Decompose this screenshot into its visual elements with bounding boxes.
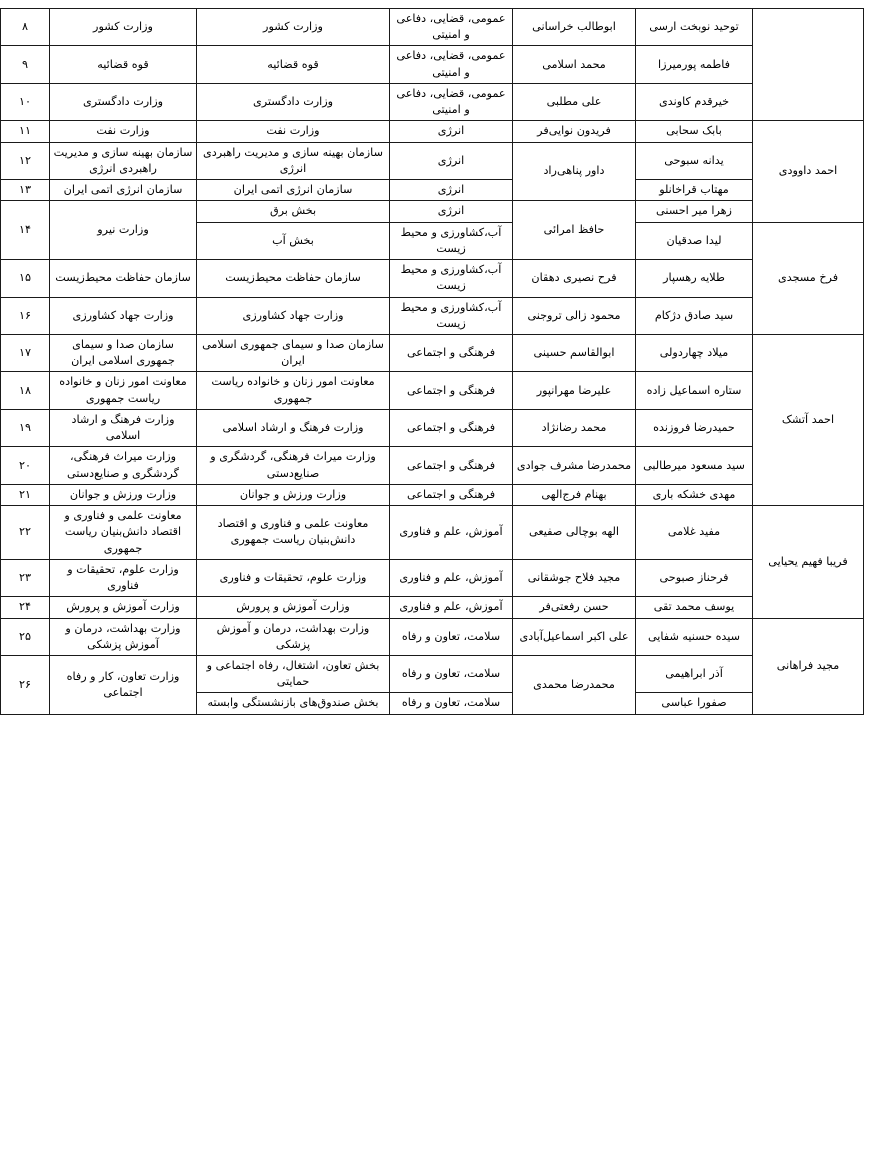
cell-organization: معاونت علمی و فناوری و اقتصاد دانش‌بنیان ریاست جمهوری xyxy=(50,506,197,560)
cell-number: ۱۸ xyxy=(1,372,50,409)
cell-representative: محمدرضا محمدی xyxy=(513,655,636,714)
cell-representative: علی اکبر اسماعیل‌آبادی xyxy=(513,618,636,655)
cell-assistant: زهرا میر احسنی xyxy=(636,201,753,222)
cell-subunit: بخش صندوق‌های بازنشستگی وابسته xyxy=(197,693,390,714)
cell-field: انرژی xyxy=(390,121,513,142)
cell-assistant: صفورا عباسی xyxy=(636,693,753,714)
table-row xyxy=(1,372,864,409)
cell-organization: سازمان انرژی اتمی ایران xyxy=(50,180,197,201)
table-row xyxy=(1,447,864,484)
cell-number: ۱۰ xyxy=(1,83,50,120)
cell-organization: وزارت فرهنگ و ارشاد اسلامی xyxy=(50,409,197,446)
cell-representative: مجید فلاح جوشقانی xyxy=(513,559,636,596)
cell-subunit: وزارت جهاد کشاورزی xyxy=(197,297,390,334)
table-row xyxy=(1,121,864,142)
cell-subunit: بخش آب xyxy=(197,222,390,259)
cell-field: آموزش، علم و فناوری xyxy=(390,597,513,618)
cell-assistant: فرحناز صبوحی xyxy=(636,559,753,596)
cell-organization: وزارت تعاون، کار و رفاه اجتماعی xyxy=(50,655,197,714)
table-row xyxy=(1,260,864,297)
cell-group: احمد داوودی xyxy=(753,121,864,222)
cell-number: ۱۶ xyxy=(1,297,50,334)
cell-subunit: وزارت میراث فرهنگی، گردشگری و صنایع‌دستی xyxy=(197,447,390,484)
cell-assistant: بابک سحابی xyxy=(636,121,753,142)
cell-subunit: قوه قضائیه xyxy=(197,46,390,83)
cell-representative: حسن رفعتی‌فر xyxy=(513,597,636,618)
table-row xyxy=(1,618,864,655)
cell-subunit: بخش برق xyxy=(197,201,390,222)
cell-subunit: سازمان حفاظت محیط‌زیست xyxy=(197,260,390,297)
cell-assistant: مفید غلامی xyxy=(636,506,753,560)
cell-assistant: ستاره اسماعیل زاده xyxy=(636,372,753,409)
cell-field: آب،کشاورزی و محیط زیست xyxy=(390,297,513,334)
table-row xyxy=(1,484,864,505)
cell-number: ۱۹ xyxy=(1,409,50,446)
cell-assistant: سید صادق دژکام xyxy=(636,297,753,334)
cell-organization: سازمان بهینه سازی و مدیریت راهبردی انرژی xyxy=(50,142,197,179)
cell-assistant: طلایه رهسپار xyxy=(636,260,753,297)
cell-representative: محمد رضانژاد xyxy=(513,409,636,446)
cell-subunit: وزارت ورزش و جوانان xyxy=(197,484,390,505)
cell-subunit: بخش تعاون، اشتغال، رفاه اجتماعی و حمایتی xyxy=(197,655,390,692)
table-row xyxy=(1,506,864,560)
cell-assistant: سید مسعود میرطالبی xyxy=(636,447,753,484)
table-row xyxy=(1,597,864,618)
cell-assistant: فاطمه پورمیرزا xyxy=(636,46,753,83)
cell-field: فرهنگی و اجتماعی xyxy=(390,334,513,371)
cell-subunit: وزارت کشور xyxy=(197,9,390,46)
assignments-table xyxy=(0,8,864,715)
cell-number: ۲۲ xyxy=(1,506,50,560)
table-body xyxy=(1,9,864,715)
table-row xyxy=(1,655,864,692)
cell-representative: علیرضا مهرانپور xyxy=(513,372,636,409)
cell-assistant: حمیدرضا فروزنده xyxy=(636,409,753,446)
cell-assistant: مهتاب قراخانلو xyxy=(636,180,753,201)
cell-number: ۲۴ xyxy=(1,597,50,618)
table-row xyxy=(1,83,864,120)
cell-number: ۲۵ xyxy=(1,618,50,655)
cell-assistant: یدانه سبوحی xyxy=(636,142,753,179)
cell-field: عمومی، قضایی، دفاعی و امنیتی xyxy=(390,83,513,120)
cell-field: انرژی xyxy=(390,201,513,222)
cell-group: مجید فراهانی xyxy=(753,618,864,714)
cell-organization: وزارت کشور xyxy=(50,9,197,46)
cell-representative: محمدرضا مشرف جوادی xyxy=(513,447,636,484)
cell-field: انرژی xyxy=(390,142,513,179)
cell-organization: وزارت نفت xyxy=(50,121,197,142)
cell-organization: سازمان صدا و سیمای جمهوری اسلامی ایران xyxy=(50,334,197,371)
cell-subunit: وزارت بهداشت، درمان و آموزش پزشکی xyxy=(197,618,390,655)
table-row xyxy=(1,334,864,371)
cell-organization: وزارت ورزش و جوانان xyxy=(50,484,197,505)
cell-assistant: خیرقدم کاوندی xyxy=(636,83,753,120)
cell-field: سلامت، تعاون و رفاه xyxy=(390,693,513,714)
table-row xyxy=(1,180,864,201)
table-row xyxy=(1,46,864,83)
cell-field: آب،کشاورزی و محیط زیست xyxy=(390,222,513,259)
cell-field: سلامت، تعاون و رفاه xyxy=(390,618,513,655)
cell-organization: وزارت دادگستری xyxy=(50,83,197,120)
cell-subunit: وزارت دادگستری xyxy=(197,83,390,120)
cell-representative: فریدون نوایی‌فر xyxy=(513,121,636,142)
cell-organization: وزارت جهاد کشاورزی xyxy=(50,297,197,334)
cell-representative: الهه بوچالی صفیعی xyxy=(513,506,636,560)
cell-representative: حافظ امرائی xyxy=(513,201,636,260)
cell-subunit: وزارت علوم، تحقیقات و فناوری xyxy=(197,559,390,596)
cell-subunit: سازمان بهینه سازی و مدیریت راهبردی انرژی xyxy=(197,142,390,179)
cell-field: فرهنگی و اجتماعی xyxy=(390,447,513,484)
table-row xyxy=(1,142,864,179)
cell-field: آب،کشاورزی و محیط زیست xyxy=(390,260,513,297)
cell-assistant: لیدا صدقیان xyxy=(636,222,753,259)
cell-field: آموزش، علم و فناوری xyxy=(390,506,513,560)
cell-representative: ابوالقاسم حسینی xyxy=(513,334,636,371)
cell-subunit: سازمان انرژی اتمی ایران xyxy=(197,180,390,201)
cell-representative: بهنام فرج‌الهی xyxy=(513,484,636,505)
cell-group xyxy=(753,9,864,121)
cell-organization: معاونت امور زنان و خانواده ریاست جمهوری xyxy=(50,372,197,409)
cell-organization: وزارت بهداشت، درمان و آموزش پزشکی xyxy=(50,618,197,655)
cell-subunit: وزارت فرهنگ و ارشاد اسلامی xyxy=(197,409,390,446)
cell-representative: ابوطالب خراسانی xyxy=(513,9,636,46)
cell-group: احمد آتشک xyxy=(753,334,864,505)
table-row xyxy=(1,297,864,334)
cell-number: ۱۲ xyxy=(1,142,50,179)
cell-number: ۸ xyxy=(1,9,50,46)
cell-assistant: میلاد چهاردولی xyxy=(636,334,753,371)
cell-field: سلامت، تعاون و رفاه xyxy=(390,655,513,692)
cell-number: ۱۵ xyxy=(1,260,50,297)
cell-subunit: وزارت آموزش و پرورش xyxy=(197,597,390,618)
cell-subunit: سازمان صدا و سیمای جمهوری اسلامی ایران xyxy=(197,334,390,371)
cell-subunit: وزارت نفت xyxy=(197,121,390,142)
cell-assistant: توحید نوبخت ارسی xyxy=(636,9,753,46)
table-row xyxy=(1,409,864,446)
cell-organization: وزارت نیرو xyxy=(50,201,197,260)
cell-number: ۲۱ xyxy=(1,484,50,505)
cell-representative: محمد اسلامی xyxy=(513,46,636,83)
cell-field: آموزش، علم و فناوری xyxy=(390,559,513,596)
cell-subunit: معاونت علمی و فناوری و اقتصاد دانش‌بنیان ریاست جمهوری xyxy=(197,506,390,560)
cell-number: ۱۷ xyxy=(1,334,50,371)
cell-organization: قوه قضائیه xyxy=(50,46,197,83)
cell-assistant: سیده حسنیه شفایی xyxy=(636,618,753,655)
cell-field: فرهنگی و اجتماعی xyxy=(390,372,513,409)
cell-organization: وزارت آموزش و پرورش xyxy=(50,597,197,618)
cell-field: فرهنگی و اجتماعی xyxy=(390,409,513,446)
cell-subunit: معاونت امور زنان و خانواده ریاست جمهوری xyxy=(197,372,390,409)
cell-representative: فرح نصیری دهقان xyxy=(513,260,636,297)
cell-representative: علی مطلبی xyxy=(513,83,636,120)
cell-number: ۱۴ xyxy=(1,201,50,260)
cell-assistant: یوسف محمد تقی xyxy=(636,597,753,618)
cell-organization: وزارت علوم، تحقیقات و فناوری xyxy=(50,559,197,596)
cell-number: ۲۰ xyxy=(1,447,50,484)
table-row xyxy=(1,559,864,596)
cell-field: عمومی، قضایی، دفاعی و امنیتی xyxy=(390,46,513,83)
cell-number: ۱۱ xyxy=(1,121,50,142)
cell-field: عمومی، قضایی، دفاعی و امنیتی xyxy=(390,9,513,46)
cell-representative: محمود زالی تروجنی xyxy=(513,297,636,334)
cell-assistant: مهدی خشکه باری xyxy=(636,484,753,505)
cell-field: انرژی xyxy=(390,180,513,201)
cell-organization: سازمان حفاظت محیط‌زیست xyxy=(50,260,197,297)
cell-organization: وزارت میراث فرهنگی، گردشگری و صنایع‌دستی xyxy=(50,447,197,484)
cell-field: فرهنگی و اجتماعی xyxy=(390,484,513,505)
cell-number: ۱۳ xyxy=(1,180,50,201)
cell-representative: داور پناهی‌راد xyxy=(513,142,636,201)
cell-number: ۲۳ xyxy=(1,559,50,596)
table-row xyxy=(1,201,864,222)
cell-assistant: آذر ابراهیمی xyxy=(636,655,753,692)
cell-group: فریبا فهیم یحیایی xyxy=(753,506,864,618)
cell-number: ۹ xyxy=(1,46,50,83)
cell-group: فرخ مسجدی xyxy=(753,222,864,334)
cell-number: ۲۶ xyxy=(1,655,50,714)
table-row xyxy=(1,9,864,46)
